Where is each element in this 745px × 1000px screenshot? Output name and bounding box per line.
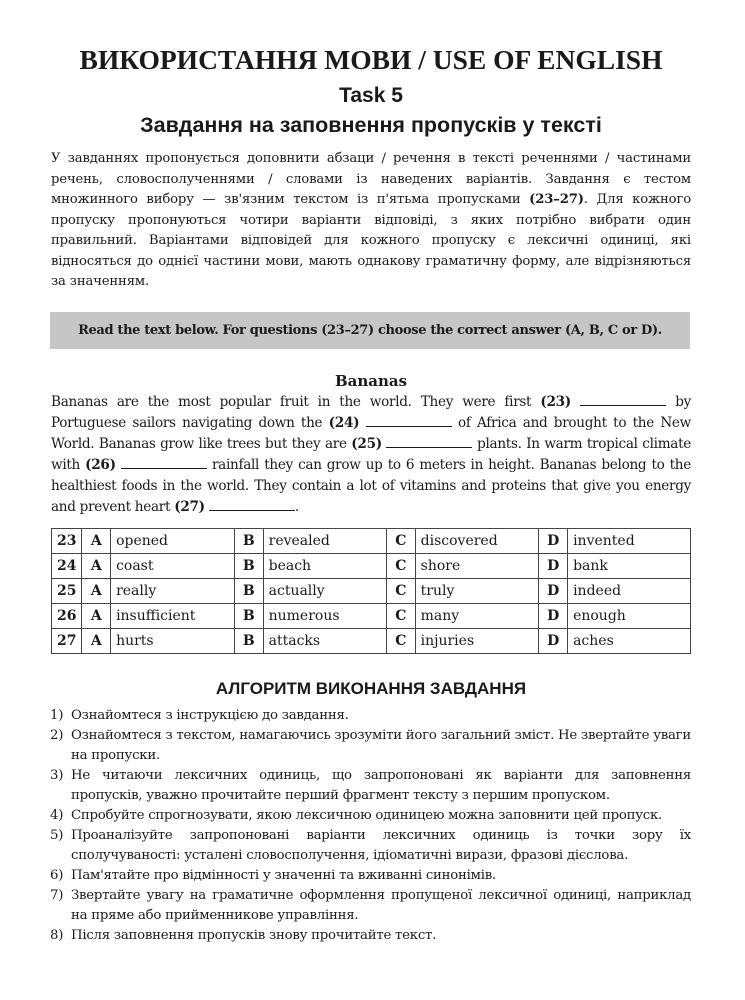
intro-text-1: У завданнях пропонується доповнити абзаци / речення в тексті реченнями / частинами речень, словосполученнями / словами із наведених варіантів. Завдання є тестом множинного вибору — зв'язним текстом із п'ятьма пропусками [51,151,691,207]
option-letter-b: B [234,603,263,628]
option-letter-a: A [82,628,111,653]
option-letter-a: A [82,603,111,628]
algorithm-step [50,726,691,766]
option-word-c[interactable]: shore [415,553,539,578]
option-letter-c: C [387,578,416,603]
option-letter-c: C [387,528,416,553]
option-word-a[interactable]: really [111,578,235,603]
step-number: 1) [50,707,64,723]
question-row-26 [52,603,691,628]
option-word-b[interactable]: beach [263,553,386,578]
step-text: Проаналізуйте запропоновані варіанти лексичних одиниць із точки зору їх сполучуваності: усталені словосполучення, ідіоматичні вирази, фразові дієслова. [71,827,691,863]
gap-number-26: (26) [85,456,116,473]
option-word-b[interactable]: actually [263,578,386,603]
option-word-d[interactable]: indeed [568,578,691,603]
option-letter-d: D [539,528,568,553]
question-number: 26 [52,603,82,628]
question-number: 27 [52,628,82,653]
step-text: Ознайомтеся з текстом, намагаючись зрозуміти його загальний зміст. Не звертайте уваги на пропуски. [71,727,692,763]
passage-segment: of Africa and brought to the New World. Bananas grow like trees but they are [51,414,691,452]
option-word-b[interactable]: revealed [263,528,386,553]
option-word-d[interactable]: bank [568,553,691,578]
step-number: 8) [50,927,64,943]
option-letter-c: C [387,603,416,628]
option-letter-c: C [387,628,416,653]
answer-options-table [51,528,691,654]
passage-segment: rainfall they can grow up to 6 meters in height. Bananas belong to the healthiest foods in the world. They contain a lot of vitamins and proteins that give you energy and prevent heart [51,456,691,515]
step-number: 3) [50,767,64,783]
algorithm-step [50,926,691,946]
intro-paragraph [51,149,691,293]
question-row-23 [52,528,691,553]
option-letter-d: D [539,578,568,603]
option-word-a[interactable]: coast [111,553,235,578]
step-number: 4) [50,807,64,823]
instruction-box [50,312,690,349]
step-text: Спробуйте спрогнозувати, якою лексичною одиницею можна заповнити цей пропуск. [71,807,663,823]
option-letter-a: A [82,528,111,553]
step-text: Звертайте увагу на граматичне оформлення пропущеної лексичної одиниці, наприклад на пряме або прийменникове управління. [71,887,691,923]
option-word-a[interactable]: hurts [111,628,235,653]
step-text: Пам'ятайте про відмінності у значенні та вживанні синонімів. [71,867,496,883]
gap-blank-23[interactable] [580,392,666,406]
question-row-24 [52,553,691,578]
option-letter-c: C [387,553,416,578]
passage-segment: Bananas are the most popular fruit in the world. They were first [51,393,541,410]
algorithm-step [50,886,691,926]
gap-blank-27[interactable] [209,497,295,511]
gap-blank-26[interactable] [121,455,207,469]
task-subtitle: Завдання на заповнення пропусків у тексті [140,113,602,137]
page [51,40,691,946]
option-word-c[interactable]: truly [415,578,539,603]
passage-segment: . [294,498,299,515]
option-letter-d: D [539,628,568,653]
option-letter-d: D [539,553,568,578]
option-word-c[interactable]: discovered [415,528,539,553]
option-letter-b: B [234,528,263,553]
option-word-d[interactable]: aches [568,628,691,653]
intro-text-2: . Для кожного пропуску пропонуються чотири варіанти відповіді, з яких потрібно вибрати один правильний. Варіантами відповідей для кожного пропуску є лексичні одиниці, які відносяться до однієї частини мови, мають однакову граматичну форму, але відрізняються за значенням. [51,192,691,289]
option-word-c[interactable]: injuries [415,628,539,653]
option-word-a[interactable]: insufficient [111,603,235,628]
step-number: 2) [50,727,64,743]
algorithm-step [50,866,691,886]
gap-number-25: (25) [351,435,382,452]
option-letter-b: B [234,628,263,653]
question-number: 25 [52,578,82,603]
passage-title: Bananas [334,371,408,390]
question-number: 23 [52,528,82,553]
question-row-27 [52,628,691,653]
algorithm-step [50,826,691,866]
option-word-d[interactable]: enough [568,603,691,628]
passage-segment: plants. In warm tropical climate with [51,435,691,473]
option-word-b[interactable]: attacks [263,628,386,653]
task-title: Task 5 [339,84,403,107]
gap-blank-24[interactable] [366,413,452,427]
option-letter-b: B [234,553,263,578]
question-number: 24 [52,553,82,578]
step-number: 7) [50,887,64,903]
option-word-a[interactable]: opened [111,528,235,553]
algorithm-steps [50,706,691,946]
section-title: ВИКОРИСТАННЯ МОВИ / USE OF ENGLISH [79,44,663,75]
gap-number-24: (24) [328,414,360,431]
option-letter-d: D [539,603,568,628]
gap-blank-25[interactable] [386,434,472,448]
gap-number-23: (23) [540,393,571,410]
gap-number-27: (27) [174,498,205,515]
option-letter-a: A [82,578,111,603]
algorithm-step [50,766,691,806]
option-word-c[interactable]: many [415,603,539,628]
option-word-d[interactable]: invented [568,528,691,553]
step-text: Не читаючи лексичних одиниць, що запропоновані як варіанти для заповнення пропусків, уважно прочитайте перший фрагмент тексту з першим пропуском. [71,767,691,803]
instruction-text: Read the text below. For questions (23–27) choose the correct answer (A, B, C or D). [78,322,662,338]
step-number: 5) [50,827,64,843]
algorithm-title: АЛГОРИТМ ВИКОНАННЯ ЗАВДАННЯ [215,678,527,698]
passage-text [51,392,691,518]
algorithm-step [50,806,691,826]
passage-segment: by Portuguese sailors navigating down the [51,393,692,431]
option-word-b[interactable]: numerous [263,603,386,628]
step-text: Ознайомтеся з інструкцією до завдання. [71,707,349,723]
algorithm-step [50,706,691,726]
option-letter-a: A [82,553,111,578]
step-text: Після заповнення пропусків знову прочитайте текст. [71,927,437,943]
option-letter-b: B [234,578,263,603]
intro-question-range: (23–27) [529,192,584,207]
question-row-25 [52,578,691,603]
step-number: 6) [50,867,64,883]
